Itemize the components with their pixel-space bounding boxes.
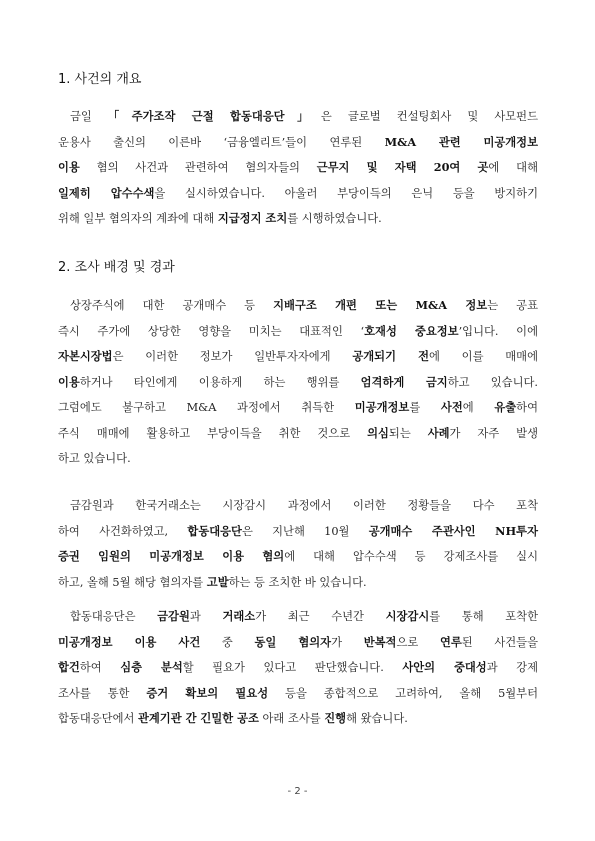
text-run: 을 실시하였습니다. 아울러 부당이득의 은닉 등을 방지하기 [154, 186, 539, 200]
text-line [58, 395, 538, 421]
section-2-paragraph-3 [58, 604, 538, 732]
text-run: 를 [409, 401, 441, 414]
text-run: 된 사건들을 [461, 635, 538, 649]
text-run: 혐의 사건과 관련하여 혐의자들의 [79, 161, 317, 174]
bold-text: 근무지 및 자택 20여 곳 [316, 160, 489, 174]
bold-text: 사례 [427, 425, 450, 440]
text-line [58, 519, 538, 545]
text-run: 아래 조사를 [258, 712, 325, 725]
text-run: 금일 [70, 110, 108, 123]
text-line [58, 706, 538, 732]
text-line [58, 421, 538, 447]
text-run: 하여 [516, 401, 538, 414]
text-run: 하여 [79, 661, 121, 674]
bold-text: 의심 [367, 425, 389, 440]
section-2-paragraph-1 [58, 293, 538, 472]
bold-text: 진행 [324, 711, 347, 725]
text-run: 은 글로벌 컨설팅회사 및 사모펀드 [320, 110, 538, 123]
text-line [58, 493, 538, 519]
section-1-paragraph-1 [58, 104, 538, 232]
text-run: 위해 일부 혐의자의 계좌에 대해 [58, 212, 218, 225]
bold-text: 미공개정보 [354, 400, 410, 414]
text-run: 과 강제 [486, 661, 538, 674]
text-run: ’입니다. 이에 [458, 324, 538, 338]
page-number: - 2 - [287, 786, 308, 797]
bold-text: 반복적 [363, 634, 397, 649]
text-run: 가 최근 수년간 [255, 610, 386, 623]
text-run: 에 대해 [488, 161, 538, 174]
bold-text: 미공개정보 이용 사건 [58, 634, 201, 649]
text-line [58, 446, 538, 472]
text-run: 은 이러한 정보가 일반투자자에게 [112, 350, 353, 363]
bold-text: 공개되기 전 [352, 349, 430, 363]
text-run: 는 공표 [487, 299, 538, 312]
bold-text: 증거 확보의 필요성 [146, 685, 269, 700]
text-line [58, 655, 538, 681]
text-run: 주식 매매에 활용하고 부당이득을 취한 것으로 [58, 426, 368, 440]
text-run: 즉시 주가에 상당한 영향을 미치는 대표적인 ‘ [58, 324, 365, 338]
bold-text: 거래소 [222, 609, 256, 623]
bold-text: 합건 [58, 660, 80, 674]
text-run: 해 왔습니다. [346, 712, 408, 725]
text-run: 등을 종합적으로 고려하여, 올해 5월부터 [268, 686, 538, 700]
text-run: 에 대해 압수수색 등 강제조사를 실시 [284, 550, 538, 563]
bold-text: 합동대응단 [187, 523, 242, 538]
text-run: 은 지난해 10월 [241, 524, 369, 538]
text-run: 합동대응단은 [70, 610, 158, 623]
text-line [58, 544, 538, 570]
bold-text: 유출 [494, 400, 517, 414]
bold-text: 심층 분석 [120, 660, 183, 674]
text-line [58, 344, 538, 370]
bold-text: 엄격하게 금지 [360, 374, 448, 389]
text-run: 를 통해 포착한 [429, 610, 538, 623]
text-run: 상장주식에 대한 공개매수 등 [70, 299, 274, 312]
bold-text: 동일 혐의자 [254, 634, 332, 649]
bold-text: 금감원 [157, 609, 190, 623]
text-run: 그럼에도 불구하고 M&A 과정에서 취득한 [58, 401, 355, 414]
bold-text: M&A 관련 미공개정보 [384, 134, 539, 149]
text-run: 되는 [388, 426, 428, 440]
text-run: 에 이를 매매에 [429, 350, 538, 363]
text-run: 으로 [396, 635, 440, 649]
text-line [58, 630, 538, 656]
text-run: 하여 사건화하였고, [58, 524, 188, 538]
text-run: 하고 있습니다. [58, 452, 131, 465]
bold-text: 호재성 중요정보 [364, 323, 459, 338]
text-run: 할 필요가 있다고 판단했습니다. [182, 661, 403, 674]
text-run: 가 자주 발생 [449, 426, 539, 440]
bold-text: 자본시장법 [58, 349, 113, 363]
text-line [58, 570, 538, 596]
bold-text: 연루 [439, 634, 462, 649]
bold-text: 공개매수 주관사인 NH투자 [368, 523, 539, 538]
bold-text: 지배구조 개편 또는 M&A 정보 [273, 298, 488, 312]
bold-text: 시장감시 [385, 609, 430, 623]
text-line [58, 181, 538, 207]
text-line [58, 370, 538, 396]
text-line [58, 206, 538, 232]
text-run: 조사를 통한 [58, 686, 147, 700]
text-run: 중 [200, 635, 255, 649]
bold-text: 일제히 압수수색 [58, 185, 155, 200]
bold-text: 지급정지 조치 [217, 211, 288, 225]
text-run: 하는 등 조치한 바 있습니다. [228, 575, 367, 589]
section-2-title: 2. 조사 배경 및 경과 [58, 260, 175, 275]
text-run: 를 시행하였습니다. [287, 212, 382, 225]
text-run: 하거나 타인에게 이용하게 하는 행위를 [79, 375, 361, 389]
text-run: 하고 있습니다. [447, 375, 538, 389]
bold-text: 「주가조작 근절 합동대응단」 [107, 109, 321, 123]
bold-text: 사전 [440, 400, 463, 414]
bold-text: 관계기관 간 긴밀한 공조 [137, 711, 259, 725]
bold-text: 이용 [58, 160, 80, 174]
bold-text: 사안의 중대성 [402, 660, 487, 674]
text-run: 금감원과 한국거래소는 시장감시 과정에서 이러한 정황들을 다수 포착 [70, 499, 538, 512]
text-run: 하고, 올해 5월 해당 혐의자를 [58, 575, 207, 589]
text-run: 가 [331, 635, 364, 649]
text-line [58, 104, 538, 130]
text-line [58, 155, 538, 181]
section-2-paragraph-2 [58, 493, 538, 595]
text-run: 합동대응단에서 [58, 712, 138, 725]
bold-text: 증권 임원의 미공개정보 이용 혐의 [58, 549, 285, 563]
text-line [58, 293, 538, 319]
section-1-title: 1. 사건의 개요 [58, 72, 142, 87]
text-line [58, 604, 538, 630]
text-line [58, 130, 538, 156]
text-run: 과 [189, 610, 223, 623]
text-run: 운용사 출신의 이른바 ‘금융엘리트’들이 연루된 [58, 135, 385, 149]
text-line [58, 319, 538, 345]
bold-text: 이용 [58, 374, 80, 389]
bold-text: 고발 [206, 574, 229, 589]
text-line [58, 681, 538, 707]
text-run: 에 [462, 401, 495, 414]
